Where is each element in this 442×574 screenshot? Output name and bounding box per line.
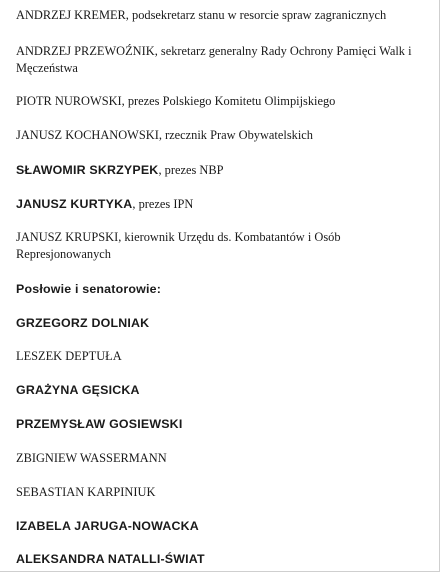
list-item: GRZEGORZ DOLNIAK xyxy=(16,316,150,330)
list-item: ANDRZEJ PRZEWOŹNIK, sekretarz generalny Rady Ochrony Pamięci Walk i Męczeństwa xyxy=(16,44,412,75)
section-heading: Posłowie i senatorowie: xyxy=(16,282,162,296)
person-name: SŁAWOMIR SKRZYPEK xyxy=(16,163,159,177)
list-item xyxy=(16,162,431,179)
list-item: LESZEK DEPTUŁA xyxy=(16,349,122,363)
list-item: ZBIGNIEW WASSERMANN xyxy=(16,451,167,465)
list-item: GRAŻYNA GĘSICKA xyxy=(16,383,140,397)
list-item: PIOTR NUROWSKI, prezes Polskiego Komitetu Olimpijskiego xyxy=(16,94,336,108)
list-item: IZABELA JARUGA-NOWACKA xyxy=(16,519,199,533)
list-item: PRZEMYSŁAW GOSIEWSKI xyxy=(16,417,183,431)
person-role: , prezes NBP xyxy=(158,163,224,177)
list-item: JANUSZ KRUPSKI, kierownik Urzędu ds. Kombatantów i Osób Represjonowanych xyxy=(16,230,341,261)
list-item: JANUSZ KOCHANOWSKI, rzecznik Praw Obywatelskich xyxy=(16,128,313,142)
list-item: ANDRZEJ KREMER, podsekretarz stanu w resorcie spraw zagranicznych xyxy=(16,8,387,22)
list-item: SEBASTIAN KARPINIUK xyxy=(16,485,156,499)
person-role: , prezes IPN xyxy=(132,197,194,211)
list-item: ALEKSANDRA NATALLI-ŚWIAT xyxy=(16,552,205,566)
person-name: JANUSZ KURTYKA xyxy=(16,197,133,211)
list-item xyxy=(16,196,431,213)
